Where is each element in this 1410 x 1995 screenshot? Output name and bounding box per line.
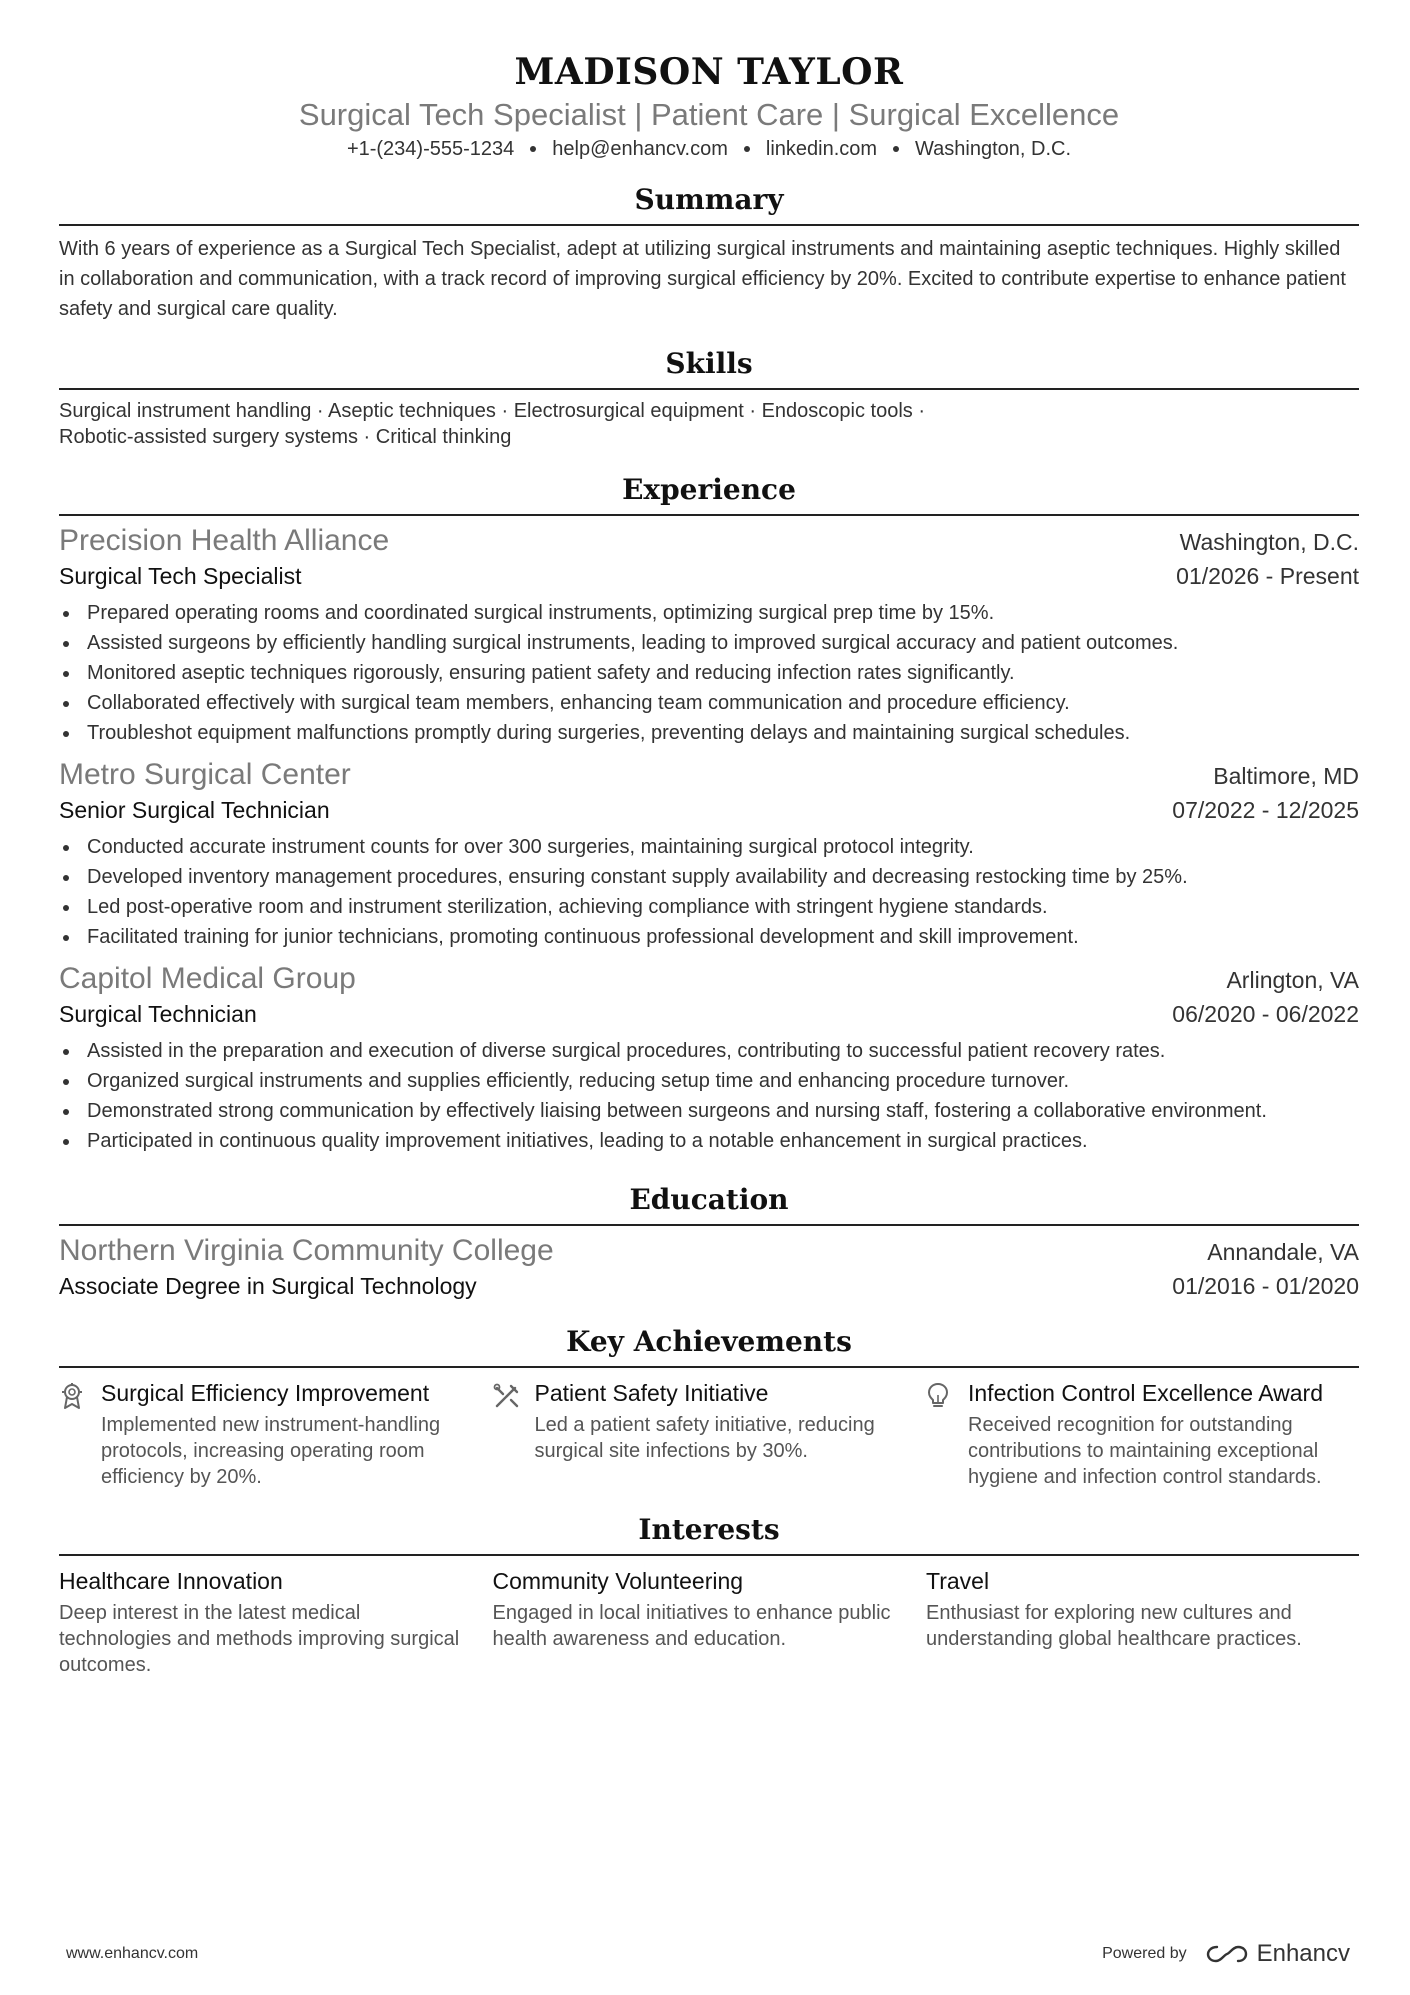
section-divider	[59, 1554, 1359, 1556]
school-name: Northern Virginia Community College	[59, 1234, 554, 1267]
interests-grid	[59, 1566, 1359, 1678]
entry-header	[59, 1232, 1359, 1270]
summary-section	[59, 182, 1359, 324]
contact-linkedin[interactable]: linkedin.com	[765, 138, 878, 160]
section-title-experience: Experience	[622, 473, 796, 506]
section-divider	[59, 1224, 1359, 1226]
skills-list	[59, 398, 1359, 450]
interest-item	[926, 1566, 1359, 1678]
bullet-item: Collaborated effectively with surgical team members, enhancing team communication and procedure efficiency.	[59, 688, 1359, 718]
summary-text: With 6 years of experience as a Surgical Tech Specialist, adept at utilizing surgical instruments and maintaining aseptic techniques. Highly skilled in collaboration and communication, with a track record of improving surgical efficiency by 20%. Excited to contribute expertise to enhance patient safety and surgical care quality.	[59, 238, 1346, 320]
separator-dot	[530, 146, 536, 152]
experience-entry	[59, 522, 1359, 748]
footer-url[interactable]: www.enhancv.com	[66, 1945, 199, 1962]
entry-subheader	[59, 560, 1359, 592]
resume-header	[59, 0, 1359, 162]
bullet-item: Conducted accurate instrument counts for over 300 surgeries, maintaining surgical protocol integrity.	[59, 832, 1359, 862]
bullet-item: Troubleshot equipment malfunctions promptly during surgeries, preventing delays and maintaining surgical schedules.	[59, 718, 1359, 748]
tools-icon	[493, 1378, 535, 1490]
resume-page	[59, 0, 1359, 1995]
candidate-name: MADISON TAYLOR	[514, 51, 904, 93]
entry-subheader	[59, 1270, 1359, 1302]
job-title: Senior Surgical Technician	[59, 797, 330, 823]
entry-subheader	[59, 998, 1359, 1030]
achievement-body	[535, 1378, 907, 1490]
job-dates: 07/2022 - 12/2025	[1172, 797, 1359, 823]
section-title-achievements: Key Achievements	[566, 1325, 852, 1358]
achievement-title: Patient Safety Initiative	[534, 1380, 769, 1406]
bullet-item: Led post-operative room and instrument sterilization, achieving compliance with stringent hygiene standards.	[59, 892, 1359, 922]
section-title-education: Education	[629, 1183, 789, 1216]
bullet-item: Assisted surgeons by efficiently handling surgical instruments, leading to improved surgical accuracy and patient outcomes.	[59, 628, 1359, 658]
job-title: Surgical Technician	[59, 1001, 257, 1027]
job-bullets	[59, 832, 1359, 952]
footer-branding	[1102, 1940, 1350, 1968]
interest-title: Community Volunteering	[492, 1568, 744, 1594]
school-location: Annandale, VA	[1207, 1239, 1359, 1265]
bullet-item: Monitored aseptic techniques rigorously, ensuring patient safety and reducing infection rates significantly.	[59, 658, 1359, 688]
experience-entry	[59, 960, 1359, 1156]
contact-info	[59, 136, 1359, 162]
achievements-grid	[59, 1378, 1359, 1490]
section-divider	[59, 514, 1359, 516]
experience-entry	[59, 756, 1359, 952]
bullet-item: Assisted in the preparation and execution of diverse surgical procedures, contributing to successful patient recovery rates.	[59, 1036, 1359, 1066]
separator-dot	[744, 146, 750, 152]
interest-desc: Engaged in local initiatives to enhance public health awareness and education.	[492, 1602, 891, 1650]
company-name: Capitol Medical Group	[59, 962, 356, 995]
achievement-desc: Received recognition for outstanding contributions to maintaining exceptional hygiene and infection control standards.	[968, 1414, 1322, 1488]
bullet-item: Developed inventory management procedures, ensuring constant supply availability and decreasing restocking time by 25%.	[59, 862, 1359, 892]
skills-section	[59, 346, 1359, 450]
education-entry	[59, 1232, 1359, 1302]
section-divider	[59, 224, 1359, 226]
brand-logo[interactable]	[1205, 1940, 1350, 1968]
entry-header	[59, 960, 1359, 998]
bullet-item: Prepared operating rooms and coordinated surgical instruments, optimizing surgical prep time by 15%.	[59, 598, 1359, 628]
candidate-headline: Surgical Tech Specialist | Patient Care | Surgical Excellence	[298, 97, 1120, 132]
award-icon	[59, 1378, 101, 1490]
bullet-item: Demonstrated strong communication by effectively liaising between surgeons and nursing staff, fostering a collaborative environment.	[59, 1096, 1359, 1126]
infinity-logo-icon	[1205, 1943, 1249, 1965]
section-divider	[59, 1366, 1359, 1368]
job-location: Arlington, VA	[1226, 967, 1359, 993]
experience-section	[59, 472, 1359, 1156]
bullet-item: Participated in continuous quality improvement initiatives, leading to a notable enhancement in surgical practices.	[59, 1126, 1359, 1156]
skills-line: Robotic-assisted surgery systems · Critical thinking	[59, 426, 512, 448]
contact-email[interactable]: help@enhancv.com	[552, 138, 728, 160]
job-bullets	[59, 1036, 1359, 1156]
interest-desc: Deep interest in the latest medical technologies and methods improving surgical outcomes.	[59, 1602, 460, 1676]
separator-dot	[893, 146, 899, 152]
entry-header	[59, 522, 1359, 560]
achievement-title: Infection Control Excellence Award	[968, 1380, 1323, 1406]
bullet-item: Organized surgical instruments and supplies efficiently, reducing setup time and enhancing procedure turnover.	[59, 1066, 1359, 1096]
achievement-item	[926, 1378, 1359, 1490]
achievement-body	[101, 1378, 473, 1490]
contact-location: Washington, D.C.	[915, 138, 1072, 160]
job-dates: 01/2026 - Present	[1176, 563, 1359, 589]
achievement-title: Surgical Efficiency Improvement	[101, 1380, 430, 1406]
section-title-skills: Skills	[665, 347, 753, 380]
page-footer	[66, 1940, 1350, 1968]
lightbulb-icon	[926, 1378, 968, 1490]
job-location: Washington, D.C.	[1179, 529, 1359, 555]
achievement-desc: Led a patient safety initiative, reducing surgical site infections by 30%.	[534, 1414, 875, 1462]
interest-title: Travel	[926, 1568, 990, 1594]
interest-item	[59, 1566, 493, 1678]
achievement-item	[493, 1378, 927, 1490]
interest-item	[493, 1566, 927, 1678]
company-name: Precision Health Alliance	[59, 524, 390, 557]
powered-by-label: Powered by	[1102, 1945, 1187, 1962]
education-section	[59, 1182, 1359, 1302]
section-title-interests: Interests	[638, 1513, 780, 1546]
interest-desc: Enthusiast for exploring new cultures and understanding global healthcare practices.	[926, 1602, 1302, 1650]
achievement-body	[968, 1378, 1359, 1490]
contact-phone: +1-(234)-555-1234	[346, 138, 515, 160]
brand-name: Enhancv	[1256, 1940, 1350, 1967]
entry-header	[59, 756, 1359, 794]
skills-line: Surgical instrument handling · Aseptic techniques · Electrosurgical equipment · Endoscopic tools ·	[59, 400, 925, 422]
section-divider	[59, 388, 1359, 390]
interests-section	[59, 1512, 1359, 1678]
company-name: Metro Surgical Center	[59, 758, 351, 791]
job-dates: 06/2020 - 06/2022	[1172, 1001, 1359, 1027]
interest-title: Healthcare Innovation	[59, 1568, 283, 1594]
section-title-summary: Summary	[634, 183, 784, 216]
degree-name: Associate Degree in Surgical Technology	[59, 1273, 477, 1299]
education-dates: 01/2016 - 01/2020	[1172, 1273, 1359, 1299]
job-bullets	[59, 598, 1359, 748]
job-location: Baltimore, MD	[1213, 763, 1359, 789]
achievement-desc: Implemented new instrument-handling protocols, increasing operating room efficiency by 20%.	[101, 1414, 441, 1488]
achievement-item	[59, 1378, 493, 1490]
job-title: Surgical Tech Specialist	[59, 563, 302, 589]
entry-subheader	[59, 794, 1359, 826]
achievements-section	[59, 1324, 1359, 1490]
bullet-item: Facilitated training for junior technicians, promoting continuous professional development and skill improvement.	[59, 922, 1359, 952]
